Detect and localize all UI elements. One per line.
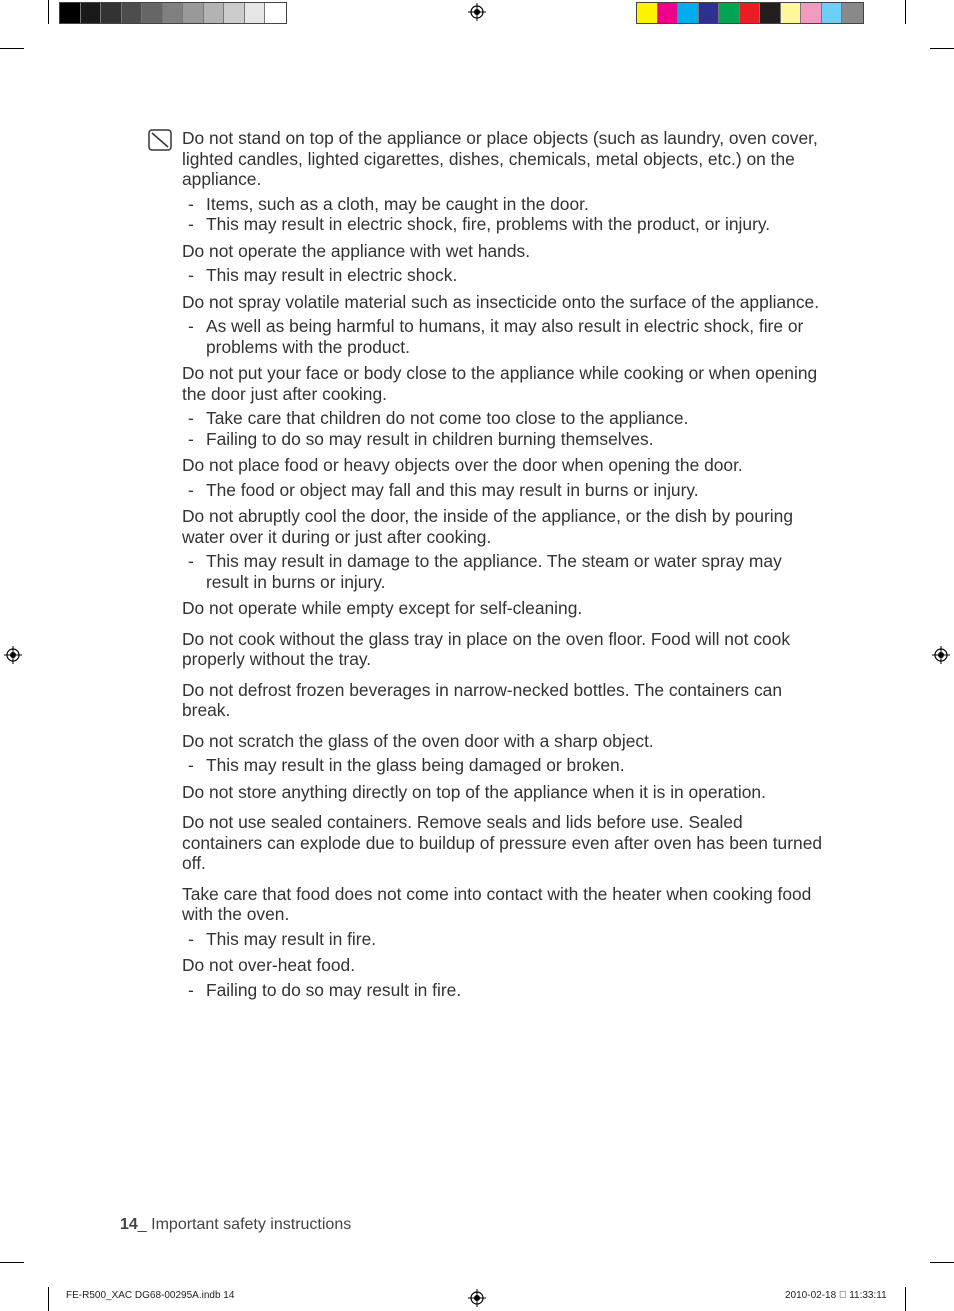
color-swatch: [822, 3, 843, 23]
section-title: _ Important safety instructions: [137, 1216, 352, 1233]
registration-mark-icon: [4, 646, 22, 664]
instruction-text: Do not place food or heavy objects over the door when opening the door.: [182, 455, 743, 475]
instruction-item: [182, 629, 827, 670]
instruction-text: Do not use sealed containers. Remove seals and lids before use. Sealed containers can explode due to buildup of pressure even after oven has been turned off.: [182, 812, 823, 873]
instruction-text: Do not scratch the glass of the oven door with a sharp object.: [182, 730, 654, 751]
color-swatch: [699, 3, 720, 23]
page-footer: [120, 1216, 351, 1234]
instruction-text: Do not abruptly cool the door, the inside of the appliance, or the dish by pouring water over it during or just after cooking.: [182, 506, 794, 547]
prohibition-icon: [148, 129, 172, 151]
instruction-text: Do not operate while empty except for self-cleaning.: [182, 598, 583, 618]
color-swatch: [204, 3, 225, 23]
instruction-subpoint: - Failing to do so may result in children burning themselves.: [182, 429, 827, 450]
instruction-item: [182, 241, 827, 286]
crop-mark: [930, 48, 954, 49]
color-swatch: [719, 3, 740, 23]
process-color-bar: [636, 2, 864, 24]
color-swatch: [842, 3, 863, 23]
color-swatch: [142, 3, 163, 23]
color-swatch: [801, 3, 822, 23]
instruction-subpoint: - As well as being harmful to humans, it may also result in electric shock, fire or problems with the product.: [182, 316, 827, 357]
page-number: 14: [120, 1216, 138, 1233]
slug-file-info: FE-R500_XAC DG68-00295A.indb 14: [66, 1290, 235, 1301]
crop-mark: [48, 0, 49, 24]
instruction-text: Do not put your face or body close to the appliance while cooking or when opening the door just after cooking.: [182, 363, 818, 404]
instruction-item: [182, 812, 827, 874]
color-swatch: [81, 3, 102, 23]
color-swatch: [637, 3, 658, 23]
crop-mark: [930, 1262, 954, 1263]
safety-instructions-list: [182, 128, 827, 1006]
crop-mark: [905, 0, 906, 24]
color-swatch: [658, 3, 679, 23]
instruction-item: [182, 955, 827, 1000]
instruction-item: [182, 782, 827, 803]
instruction-subpoint: - This may result in damage to the appliance. The steam or water spray may result in burns or injury.: [182, 551, 827, 592]
registration-mark-icon: [932, 646, 950, 664]
crop-mark: [0, 1262, 24, 1263]
grayscale-color-bar: [59, 2, 287, 24]
color-swatch: [678, 3, 699, 23]
crop-mark: [48, 1287, 49, 1311]
instruction-subpoint: - This may result in electric shock.: [182, 265, 827, 286]
instruction-subpoint: - This may result in the glass being damaged or broken.: [182, 755, 827, 776]
instruction-subpoint: - This may result in electric shock, fire, problems with the product, or injury.: [182, 214, 827, 235]
instruction-text: Do not defrost frozen beverages in narrow-necked bottles. The containers can break.: [182, 679, 782, 720]
instruction-subpoint: - Take care that children do not come too close to the appliance.: [182, 408, 827, 429]
instruction-item: [182, 455, 827, 500]
instruction-subpoint: - The food or object may fall and this may result in burns or injury.: [182, 480, 827, 501]
color-swatch: [60, 3, 81, 23]
instruction-subpoint: - Failing to do so may result in fire.: [182, 980, 827, 1001]
instruction-subpoint: - This may result in fire.: [182, 929, 827, 950]
crop-mark: [0, 48, 24, 49]
instruction-text: Do not stand on top of the appliance or place objects (such as laundry, oven cover, lighted candles, lighted cigarettes, dishes, chemicals, metal objects, etc.) on the appliance.: [182, 128, 818, 189]
instruction-item: [182, 128, 827, 235]
color-swatch: [245, 3, 266, 23]
color-swatch: [781, 3, 802, 23]
slug-date-info: 2010-02-18   11:33:11: [785, 1290, 887, 1301]
color-swatch: [265, 3, 286, 23]
instruction-text: Do not over-heat food.: [182, 955, 356, 975]
color-swatch: [224, 3, 245, 23]
instruction-subpoint: - Items, such as a cloth, may be caught in the door.: [182, 194, 827, 215]
color-swatch: [740, 3, 761, 23]
registration-mark-icon: [468, 1289, 486, 1307]
color-swatch: [101, 3, 122, 23]
color-swatch: [183, 3, 204, 23]
instruction-item: [182, 884, 827, 950]
instruction-item: [182, 731, 827, 776]
instruction-text: Take care that food does not come into contact with the heater when cooking food with the oven.: [182, 883, 812, 924]
color-swatch: [760, 3, 781, 23]
instruction-text: Do not operate the appliance with wet hands.: [182, 240, 531, 261]
instruction-text: Do not store anything directly on top of the appliance when it is in operation.: [182, 781, 766, 802]
instruction-item: [182, 680, 827, 721]
instruction-item: [182, 598, 827, 619]
color-swatch: [122, 3, 143, 23]
instruction-item: [182, 506, 827, 592]
crop-mark: [905, 1287, 906, 1311]
instruction-text: Do not cook without the glass tray in place on the oven floor. Food will not cook properly without the tray.: [182, 628, 791, 669]
instruction-item: [182, 363, 827, 449]
instruction-item: [182, 292, 827, 358]
registration-mark-icon: [468, 3, 486, 21]
color-swatch: [163, 3, 184, 23]
instruction-text: Do not spray volatile material such as insecticide onto the surface of the appliance.: [182, 291, 820, 312]
